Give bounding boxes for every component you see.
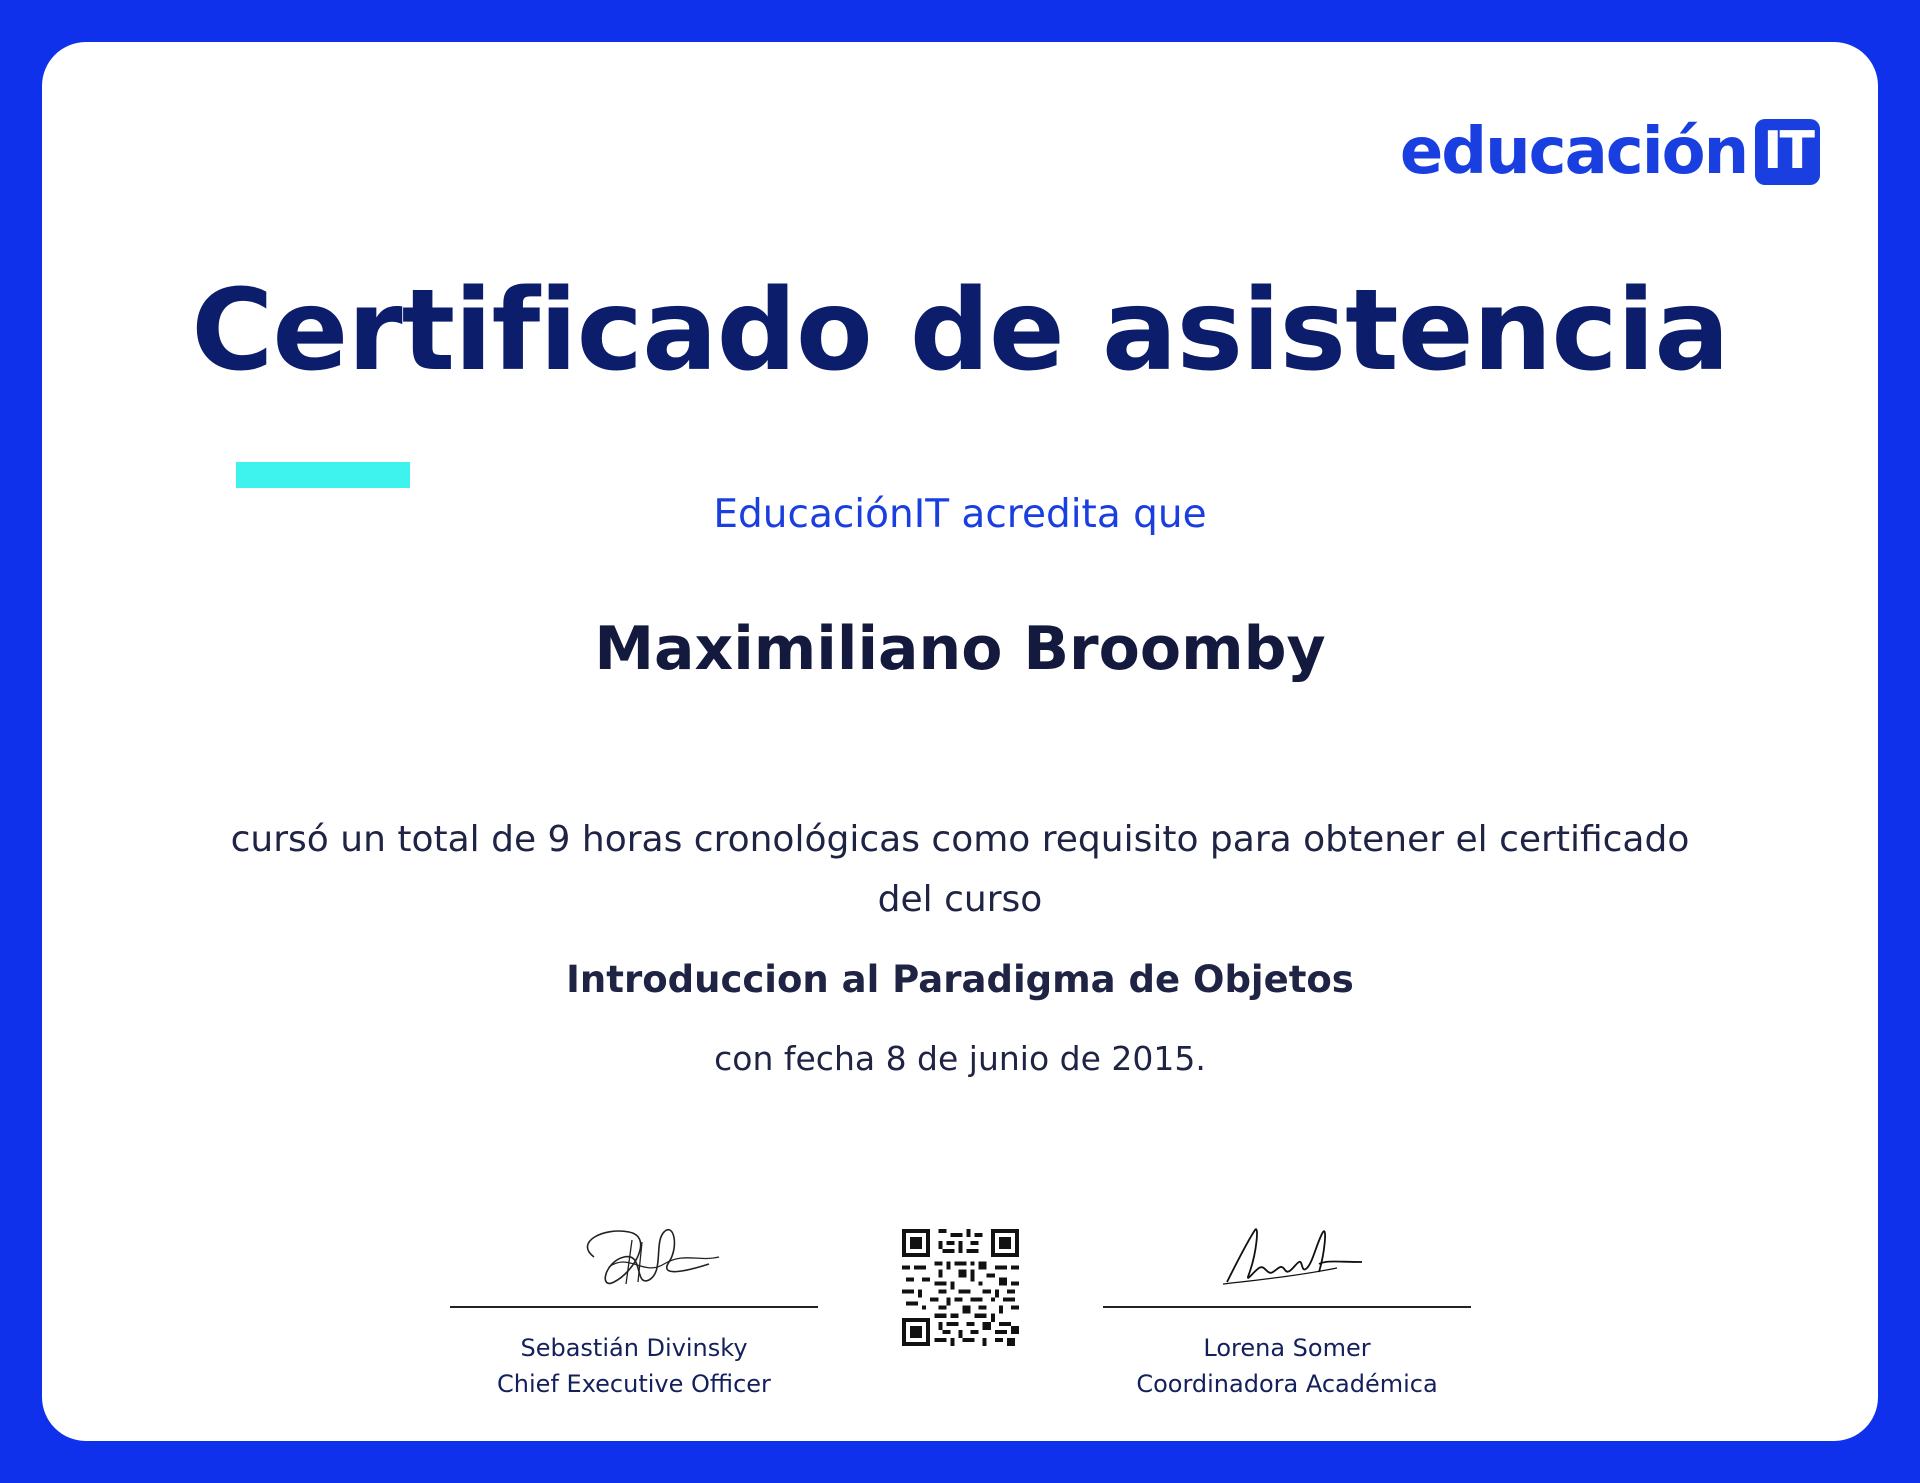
certificate-body-text: cursó un total de 9 horas cronológicas como requisito para obtener el certificado del curso — [230, 819, 1690, 920]
signature-line — [1103, 1306, 1471, 1308]
logo-wordmark: educación — [1399, 115, 1748, 189]
certificate-date: con fecha 8 de junio de 2015. — [714, 1039, 1206, 1078]
student-name: Maximiliano Broomby — [594, 614, 1326, 684]
verification-qr-code — [902, 1229, 1019, 1346]
signer-academic-coordinator — [1103, 1202, 1471, 1402]
signature-line — [450, 1306, 818, 1308]
signer-name: Lorena Somer — [1203, 1334, 1371, 1362]
course-name: Introduccion al Paradigma de Objetos — [566, 958, 1354, 1001]
signature-academic-coordinator — [1187, 1202, 1387, 1302]
accreditation-line: EducaciónIT acredita que — [713, 492, 1207, 537]
certificate-title: Certificado de asistencia — [191, 266, 1729, 396]
signature-ceo — [534, 1202, 734, 1302]
signer-role: Coordinadora Académica — [1136, 1370, 1438, 1398]
accent-bar — [236, 462, 410, 488]
logo-it-badge: IT — [1755, 119, 1820, 185]
signer-ceo — [450, 1202, 818, 1402]
educacionit-logo — [1400, 112, 1820, 192]
signer-name: Sebastián Divinsky — [520, 1334, 748, 1362]
signer-role: Chief Executive Officer — [497, 1370, 771, 1398]
certificate-card — [42, 42, 1878, 1441]
